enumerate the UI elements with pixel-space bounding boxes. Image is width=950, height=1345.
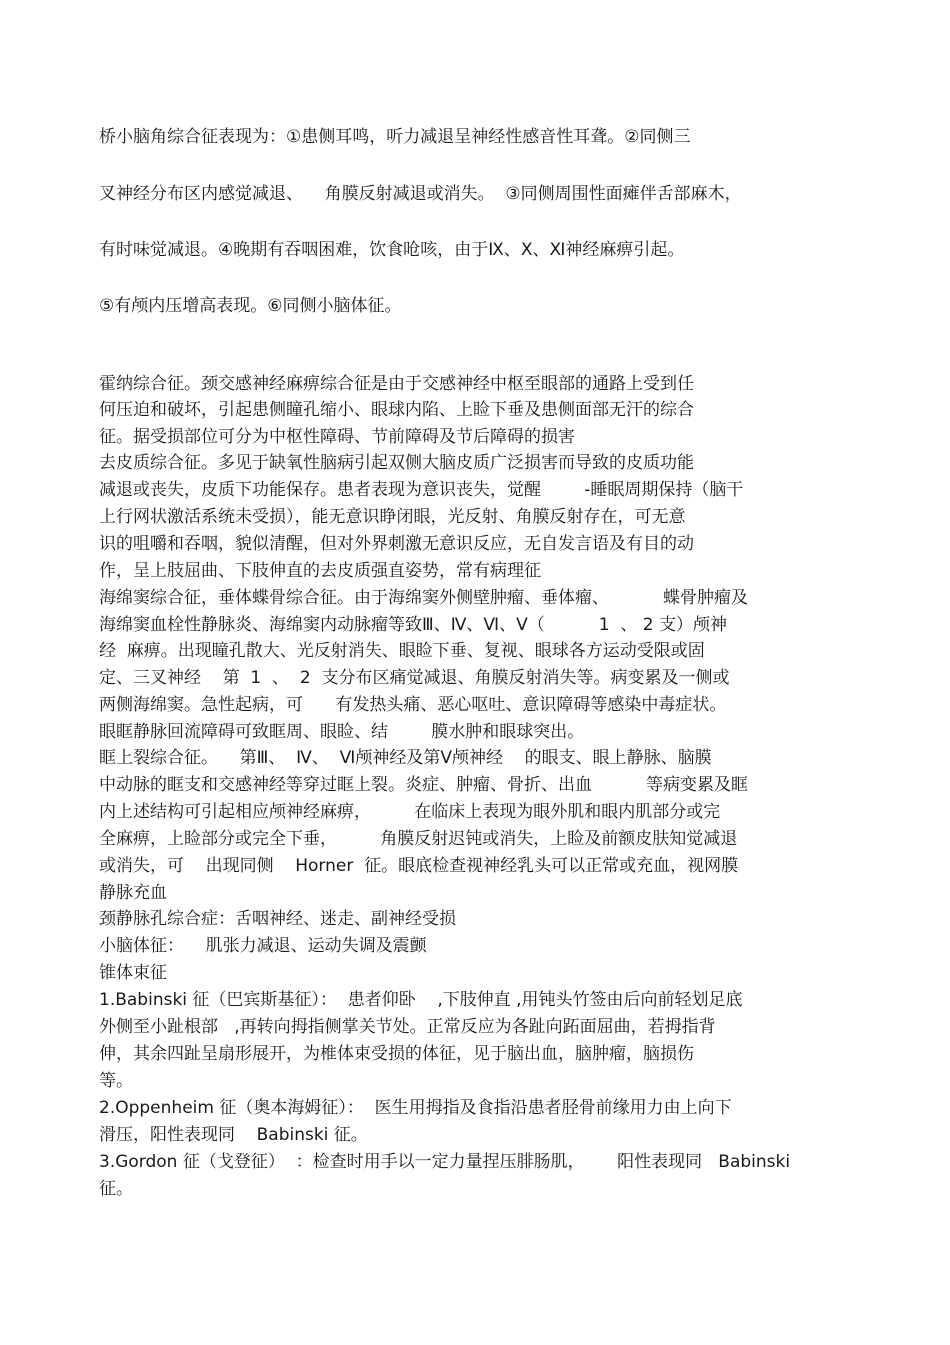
text-line: 上行网状激活系统未受损），能无意识睁闭眼，光反射、角膜反射存在，可无意 (99, 507, 686, 527)
text-line: 眼眶静脉回流障碍可致眶周、眼睑、结 膜水肿和眼球突出。 (99, 722, 585, 742)
text-line: 静脉充血 (99, 883, 167, 903)
text-line: 海绵窦综合征，垂体蝶骨综合征。由于海绵窦外侧壁肿瘤、垂体瘤、 蝶骨肿瘤及 (99, 588, 749, 608)
text-line: 等。 (99, 1071, 133, 1091)
text-line: 两侧海绵窦。急性起病，可 有发热头痛、恶心呕吐、意识障碍等感染中毒症状。 (99, 695, 727, 715)
text-line: 全麻痹，上睑部分或完全下垂， 角膜反射迟钝或消失，上睑及前额皮肤知觉减退 (99, 829, 738, 849)
text-line: 或消失，可 出现同侧 Horner 征。眼底检查视神经乳头可以正常或充血，视网膜 (99, 856, 739, 876)
text-line: 何压迫和破坏，引起患侧瞳孔缩小、眼球内陷、上睑下垂及患侧面部无汗的综合 (99, 400, 694, 420)
text-line: 外侧至小趾根部 ,再转向拇指侧掌关节处。正常反应为各趾向跖面屈曲，若拇指背 (99, 1017, 716, 1037)
text-line: 桥小脑角综合征表现为：①患侧耳鸣，听力减退呈神经性感音性耳聋。②同侧三 (99, 127, 691, 147)
text-line: 锥体束征 (99, 963, 167, 983)
text-line: 征。据受损部位可分为中枢性障碍、节前障碍及节后障碍的损害 (99, 427, 575, 447)
text-line: 滑压，阳性表现同 Babinski 征。 (99, 1125, 368, 1145)
text-line: 有时味觉减退。④晚期有吞咽困难，饮食呛咳，由于Ⅸ、Ⅹ、Ⅺ神经麻痹引起。 (99, 240, 685, 260)
text-line: 中动脉的眶支和交感神经等穿过眶上裂。炎症、肿瘤、骨折、出血 等病变累及眶 (99, 775, 749, 795)
text-line: 征。 (99, 1179, 133, 1199)
text-line: 减退或丧失，皮质下功能保存。患者表现为意识丧失，觉醒 -睡眠周期保持（脑干 (99, 480, 744, 500)
text-line: 伸，其余四趾呈扇形展开，为椎体束受损的体征，见于脑出血，脑肿瘤，脑损伤 (99, 1044, 694, 1064)
text-line: 经 麻痹。出现瞳孔散大、光反射消失、眼睑下垂、复视、眼球各方运动受限或固 (99, 641, 705, 661)
text-line: 作，呈上肢屈曲、下肢伸直的去皮质强直姿势，常有病理征 (99, 561, 541, 581)
text-line: 去皮质综合征。多见于缺氧性脑病引起双侧大脑皮质广泛损害而导致的皮质功能 (99, 453, 694, 473)
text-line: 颈静脉孔综合症：舌咽神经、迷走、副神经受损 (99, 909, 456, 929)
text-line: 眶上裂综合征。 第Ⅲ、 Ⅳ、 Ⅵ颅神经及第Ⅴ颅神经 的眼支、眼上静脉、脑膜 (99, 748, 712, 768)
text-line: 叉神经分布区内感觉减退、 角膜反射减退或消失。 ③同侧周围性面瘫伴舌部麻木， (99, 184, 742, 204)
text-line: 识的咀嚼和吞咽，貌似清醒，但对外界刺激无意识反应，无自发言语及有目的动 (99, 534, 694, 554)
text-line: 海绵窦血栓性静脉炎、海绵窦内动脉瘤等致Ⅲ、Ⅳ、Ⅵ、Ⅴ（ 1 、 2 支）颅神 (99, 615, 728, 635)
text-line: 2.Oppenheim 征（奥本海姆征）： 医生用拇指及食指沿患者胫骨前缘用力由上向下 (99, 1098, 732, 1118)
text-line: 1.Babinski 征（巴宾斯基征）： 患者仰卧 ,下肢伸直 ,用钝头竹签由后向前轻划足底 (99, 990, 743, 1010)
text-line: ⑤有颅内压增高表现。⑥同侧小脑体征。 (99, 296, 402, 316)
text-line: 小脑体征： 肌张力减退、运动失调及震颤 (99, 936, 427, 956)
text-line: 定、三叉神经 第 1 、 2 支分布区痛觉减退、角膜反射消失等。病变累及一侧或 (99, 668, 730, 688)
text-line: 内上述结构可引起相应颅神经麻痹， 在临床上表现为眼外肌和眼内肌部分或完 (99, 802, 721, 822)
text-line: 3.Gordon 征（戈登征） ：检查时用手以一定力量捏压腓肠肌， 阳性表现同 Babinski (99, 1152, 791, 1172)
text-line: 霍纳综合征。颈交感神经麻痹综合征是由于交感神经中枢至眼部的通路上受到任 (99, 374, 694, 394)
